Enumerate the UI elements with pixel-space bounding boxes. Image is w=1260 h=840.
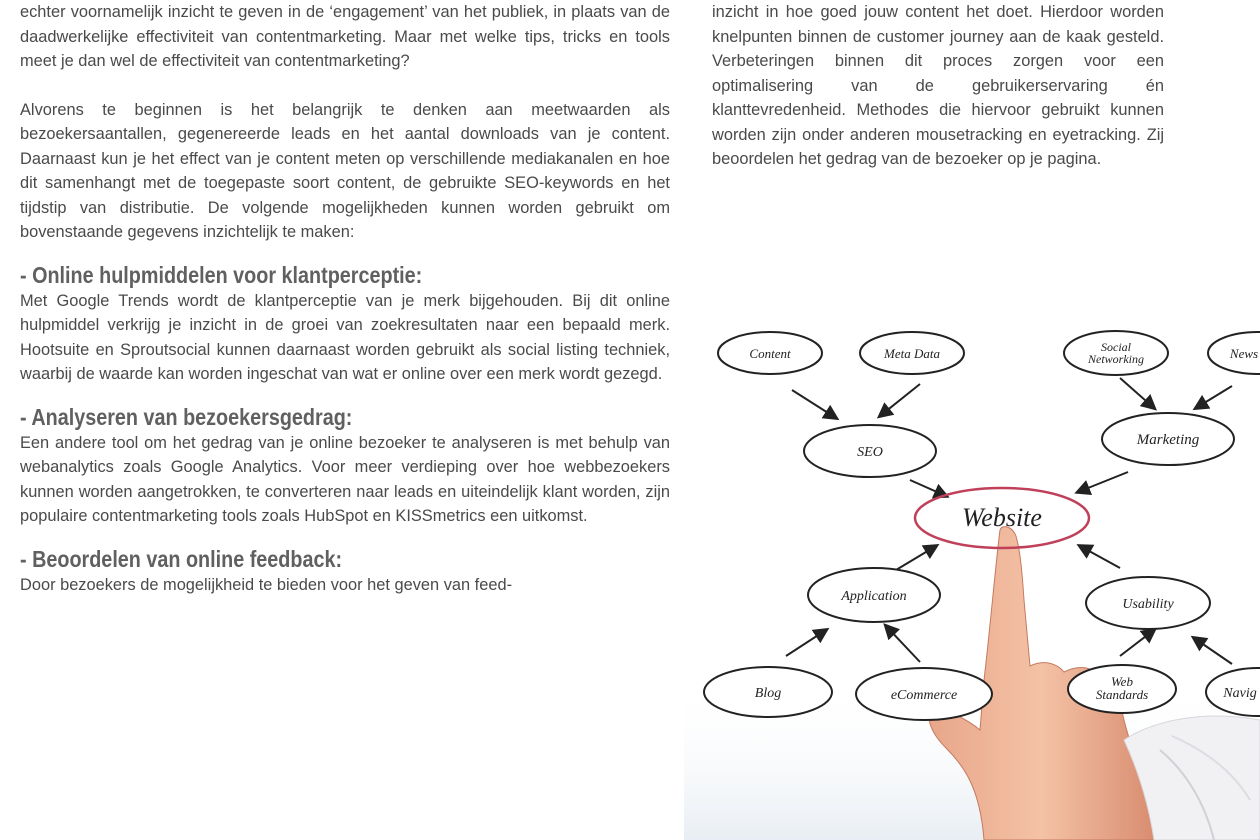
paragraph-engagement: echter voornamelijk inzicht te geven in de ‘engagement’ van het publiek, in plaats van de daadwerkelijke effectiviteit van contentmarketing. Maar met welke tips, tricks en tools meet je dan wel de effectiviteit van contentmarketing?	[20, 3, 670, 70]
article-left-column	[20, 0, 670, 597]
node-news-label: News	[1229, 346, 1259, 361]
article-right-column	[712, 0, 1164, 172]
node-social-label-line1: Social	[1101, 340, 1131, 354]
node-navigation-label: Navig	[1223, 686, 1257, 701]
paragraph-metrics: Alvorens te beginnen is het belangrijk te denken aan meetwaarden als bezoekersaantallen, gegenereerde leads en het aantal downloads van je content. Daarnaast kun je het effect van je content meten op verschillende mediakanalen en hoe dit samenhangt met de toegepaste soort content, de gebruikte SEO-keywords en het tijdstip van distributie. De volgende mogelijkheden kunnen worden gebruikt om bovenstaande gegevens inzichtelijk te maken:	[20, 100, 670, 241]
paragraph-webanalytics: Een andere tool om het gedrag van je online bezoeker te analyseren is met behulp van webanalytics zoals Google Analytics. Voor meer verdieping over hoe webbezoekers kunnen worden aangetrokken, te converteren naar leads en uiteindelijk klant worden, zijn populaire contentmarketing tools zoals HubSpot en KISSmetrics een uitkomst.	[20, 433, 670, 525]
node-seo-label: SEO	[857, 445, 883, 460]
node-meta-data-label: Meta Data	[884, 346, 940, 361]
node-usability-label: Usability	[1122, 597, 1174, 612]
node-web-label-line2: Standards	[1095, 687, 1149, 702]
paragraph-customer-journey: inzicht in hoe goed jouw content het doet. Hierdoor worden knelpunten binnen de customer journey aan de kaak gesteld. Verbeteringen binnen dit proces zorgen voor een optimalisering van de gebruikerservaring én klanttevredenheid. Methodes die hiervoor gebruikt kunnen worden zijn onder anderen mousetracking en eyetracking. Zij beoordelen het gedrag van de bezoeker op je pagina.	[712, 3, 1164, 168]
heading-klantperceptie: - Online hulpmiddelen voor klantperceptie:	[20, 261, 423, 288]
node-web-label-line1: Web	[1111, 674, 1133, 689]
node-website-label: Website	[962, 503, 1042, 532]
node-blog-label: Blog	[754, 686, 782, 701]
node-social-label-line2: Networking	[1088, 352, 1144, 366]
heading-bezoekersgedrag: - Analyseren van bezoekersgedrag:	[20, 403, 353, 430]
paragraph-google-trends: Met Google Trends wordt de klantperceptie van je merk bijgehouden. Bij dit online hulpmiddel verkrijg je inzicht in de groei van zoekresultaten naar een bepaald merk. Hootsuite en Sproutsocial kunnen daarnaast worden gebruikt als social listing techniek, waarbij de waarde kan worden ingeschat van wat er online over een merk wordt gezegd.	[20, 291, 670, 383]
heading-online-feedback: - Beoordelen van online feedback:	[20, 545, 343, 572]
node-content-label: Content	[749, 346, 791, 361]
node-marketing-label: Marketing	[1136, 432, 1200, 448]
node-ecommerce-label: eCommerce	[890, 688, 958, 703]
website-concept-illustration	[684, 300, 1260, 840]
paragraph-feedback: Door bezoekers de mogelijkheid te bieden voor het geven van feed-	[20, 575, 513, 594]
node-application-label: Application	[841, 589, 907, 604]
